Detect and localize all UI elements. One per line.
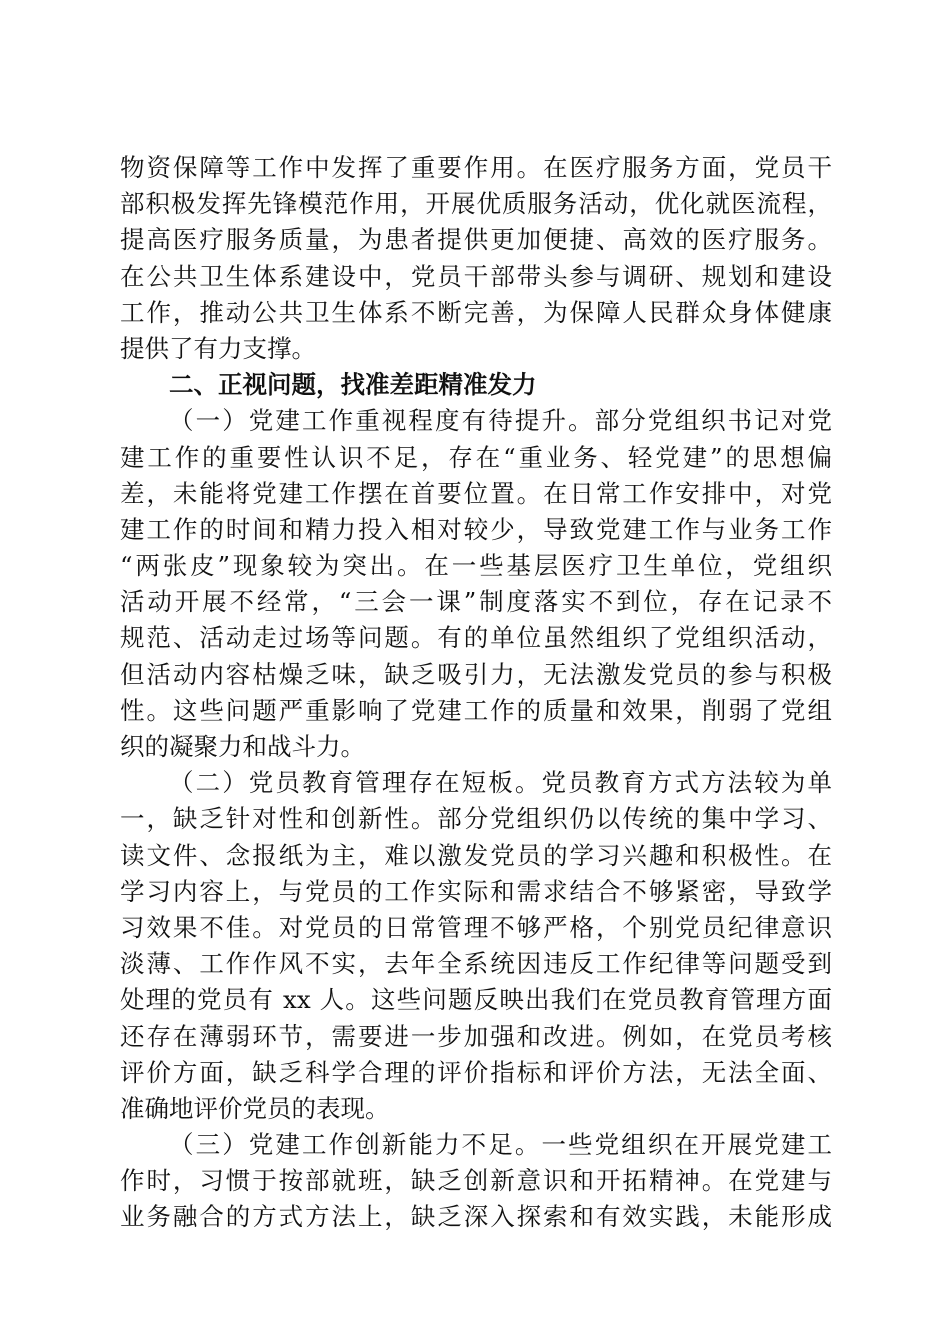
- text-line: 读文件、念报纸为主，难以激发党员的学习兴趣和积极性。在: [120, 840, 832, 870]
- text-line: 作时，习惯于按部就班，缺乏创新意识和开拓精神。在党建与: [120, 1166, 832, 1196]
- text-line: “两张皮”现象较为突出。在一些基层医疗卫生单位，党组织: [120, 551, 832, 581]
- text-line: 提供了有力支撑。: [120, 333, 316, 363]
- issue-paragraph-3: [120, 1127, 832, 1236]
- issue-paragraph-1: [120, 403, 832, 765]
- section-heading: 二、正视问题，找准差距精准发力: [169, 370, 537, 400]
- text-line: 准确地评价党员的表现。: [120, 1093, 390, 1123]
- text-line: 学习内容上，与党员的工作实际和需求结合不够紧密，导致学: [120, 876, 832, 906]
- text-line: 但活动内容枯燥乏味，缺乏吸引力，无法激发党员的参与积极: [120, 659, 832, 689]
- text-line: 部积极发挥先锋模范作用，开展优质服务活动，优化就医流程，: [120, 189, 832, 219]
- text-line: 习效果不佳。对党员的日常管理不够严格，个别党员纪律意识: [120, 912, 832, 942]
- text-line: 一，缺乏针对性和创新性。部分党组织仍以传统的集中学习、: [120, 804, 832, 834]
- text-line: 物资保障等工作中发挥了重要作用。在医疗服务方面，党员干: [120, 153, 832, 182]
- text-line: 规范、活动走过场等问题。有的单位虽然组织了党组织活动，: [120, 623, 832, 653]
- issue-paragraph-2: [120, 765, 832, 1127]
- continuation-paragraph: [120, 150, 832, 367]
- text-line: 差，未能将党建工作摆在首要位置。在日常工作安排中，对党: [120, 478, 832, 508]
- text-line: 评价方面，缺乏科学合理的评价指标和评价方法，无法全面、: [120, 1057, 832, 1087]
- text-line: 淡薄、工作作风不实，去年全系统因违反工作纪律等问题受到: [120, 949, 832, 979]
- text-line: 性。这些问题严重影响了党建工作的质量和效果，削弱了党组: [120, 695, 832, 725]
- text-line: 业务融合的方式方法上，缺乏深入探索和有效实践，未能形成: [120, 1202, 832, 1232]
- text-line: 建工作的重要性认识不足，存在“重业务、轻党建”的思想偏: [120, 442, 832, 472]
- text-line: 还存在薄弱环节，需要进一步加强和改进。例如，在党员考核: [120, 1021, 832, 1051]
- text-line: 在公共卫生体系建设中，党员干部带头参与调研、规划和建设: [120, 261, 832, 291]
- document-body: [120, 150, 832, 1236]
- text-line: （二）党员教育管理存在短板。党员教育方式方法较为单: [169, 768, 832, 798]
- text-line: （三）党建工作创新能力不足。一些党组织在开展党建工: [169, 1130, 832, 1160]
- text-line: 活动开展不经常，“三会一课”制度落实不到位，存在记录不: [120, 587, 832, 617]
- text-line: （一）党建工作重视程度有待提升。部分党组织书记对党: [169, 406, 832, 436]
- text-line: 工作，推动公共卫生体系不断完善，为保障人民群众身体健康: [120, 297, 832, 327]
- text-line: 处理的党员有 xx 人。这些问题反映出我们在党员教育管理方面: [120, 985, 832, 1015]
- text-line: 织的凝聚力和战斗力。: [120, 732, 365, 761]
- text-line: 建工作的时间和精力投入相对较少，导致党建工作与业务工作: [120, 514, 832, 544]
- text-line: 提高医疗服务质量，为患者提供更加便捷、高效的医疗服务。: [120, 225, 832, 255]
